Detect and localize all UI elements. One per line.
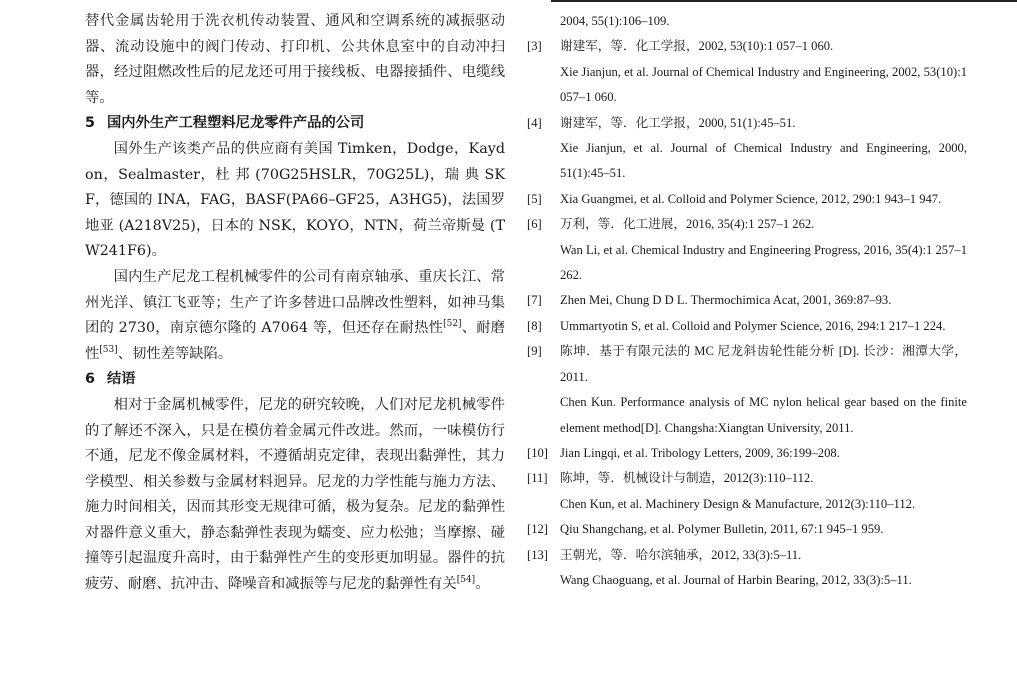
- reference-3: [527, 34, 967, 110]
- reference-number: [9]: [527, 344, 542, 359]
- reference-line: Jian Lingqi, et al. Tribology Letters, 2009, 36:199–208.: [560, 445, 840, 460]
- conclusion-paragraph: [85, 393, 505, 598]
- section-5-paragraph-domestic: [85, 265, 505, 367]
- reference-line: 2004, 55(1):106–109.: [560, 14, 670, 28]
- intro-paragraph: 替代金属齿轮用于洗衣机传动装置、通风和空调系统的减振驱动器、流动设施中的阀门传动、打印机、公共休息室中的自动冲扫器，经过阻燃改性后的尼龙还可用于接线板、电器接插件、电缆线等。: [85, 13, 505, 106]
- reference-number: [10]: [527, 445, 548, 460]
- reference-number: [13]: [527, 547, 548, 562]
- reference-6: [527, 212, 967, 288]
- reference-line: Ummartyotin S, et al. Colloid and Polymer Science, 2016, 294:1 217–1 224.: [560, 318, 946, 333]
- reference-line: 谢建军，等．化工学报，2000, 51(1):45–51.: [560, 115, 796, 130]
- reference-number: [5]: [527, 191, 542, 206]
- reference-line: 陈坤．基于有限元法的 MC 尼龙斜齿轮性能分析 [D]. 长沙：湘潭大学，2011.: [560, 344, 967, 384]
- reference-number: [3]: [527, 39, 542, 54]
- reference-line: Xia Guangmei, et al. Colloid and Polymer Science, 2012, 290:1 943–1 947.: [560, 191, 942, 206]
- reference-line: 陈坤，等．机械设计与制造，2012(3):110–112.: [560, 471, 814, 486]
- citation-52[interactable]: [52]: [443, 319, 462, 330]
- reference-line: Qiu Shangchang, et al. Polymer Bulletin, 2011, 67:1 945–1 959.: [560, 522, 884, 537]
- reference-line: Chen Kun. Performance analysis of MC nylon helical gear based on the finite element method[D]. Changsha:Xiangtan University, 2011.: [560, 395, 967, 435]
- section-6-heading: [85, 367, 505, 393]
- reference-number: [6]: [527, 217, 542, 232]
- reference-10: [527, 441, 967, 466]
- reference-line: Xie Jianjun, et al. Journal of Chemical Industry and Engineering, 2002, 53(10):1 057–1 060.: [560, 64, 967, 105]
- reference-4: [527, 111, 967, 187]
- reference-9: [527, 339, 967, 441]
- conclusion-end: 。: [475, 576, 490, 593]
- domestic-text-part1: 国内生产尼龙工程机械零件的公司有南京轴承、重庆长江、常州光洋、镇江飞亚等；生产了许多替进口品牌改性塑料，如神马集团的 2730，南京德尔隆的 A7064 等，但还存在耐热性: [85, 268, 505, 337]
- reference-number: [4]: [527, 115, 542, 130]
- reference-line: Wan Li, et al. Chemical Industry and Engineering Progress, 2016, 35(4):1 257–1 262.: [560, 242, 967, 283]
- reference-number: [12]: [527, 522, 548, 537]
- section-6-number: 6: [85, 371, 95, 388]
- section-6-title: 结语: [107, 371, 136, 388]
- reference-line: Xie Jianjun, et al. Journal of Chemical Industry and Engineering, 2000, 51(1):45–51.: [560, 141, 967, 181]
- reference-number: [8]: [527, 318, 542, 333]
- reference-line: 万利，等．化工进展，2016, 35(4):1 257–1 262.: [560, 217, 815, 232]
- section-5-title: 国内外生产工程塑料尼龙零件产品的公司: [107, 115, 365, 132]
- reference-number: [7]: [527, 293, 542, 308]
- reference-number: [11]: [527, 471, 548, 486]
- left-column: [85, 9, 505, 598]
- domestic-text-part2: 、耐磨性: [85, 320, 505, 362]
- reference-13: [527, 543, 967, 594]
- reference-line: 谢建军，等．化工学报，2002, 53(10):1 057–1 060.: [560, 39, 834, 54]
- reference-7: [527, 288, 967, 313]
- reference-line: 王朝光，等．哈尔滨轴承，2012, 33(3):5–11.: [560, 547, 802, 562]
- top-rule: [551, 0, 1017, 2]
- citation-54[interactable]: [54]: [456, 575, 476, 586]
- reference-11: [527, 466, 967, 517]
- section-5-number: 5: [85, 115, 95, 132]
- section-5-paragraph-foreign: 国外生产该类产品的供应商有美国 Timken，Dodge，Kaydon，Sealmaster，杜 邦 (70G25HSLR，70G25L)，瑞 典 SKF，德国的 INA，FAG，BASF(PA66–GF25，A3HG5)，法国罗地亚 (A218V25)，日本的 NSK，KOYO，NTN，荷兰帝斯曼 (TW241F6)。: [85, 140, 505, 260]
- reference-2-continued: [527, 9, 967, 34]
- references-column: [527, 9, 967, 593]
- reference-8: [527, 314, 967, 339]
- reference-5: [527, 187, 967, 212]
- reference-12: [527, 517, 967, 542]
- citation-53[interactable]: [53]: [99, 344, 118, 355]
- section-5-heading: [85, 111, 505, 137]
- domestic-text-part3: 、韧性差等缺陷。: [117, 345, 233, 362]
- reference-line: Wang Chaoguang, et al. Journal of Harbin Bearing, 2012, 33(3):5–11.: [560, 572, 912, 587]
- reference-line: Zhen Mei, Chung D D L. Thermochimica Acat, 2001, 369:87–93.: [560, 293, 892, 308]
- reference-line: Chen Kun, et al. Machinery Design & Manufacture, 2012(3):110–112.: [560, 496, 916, 511]
- conclusion-text: 相对于金属机械零件，尼龙的研究较晚，人们对尼龙机械零件的了解还不深入，只是在模仿着金属元件改进。然而，一味模仿行不通，尼龙不像金属材料，不遵循胡克定律，表现出黏弹性，其力学模型、相关参数与金属材料迥异。尼龙的力学性能与施力方法、施力时间相关，因而其形变无规律可循，极为复杂。尼龙的黏弹性对器件意义重大，静态黏弹性表现为蠕变、应力松弛；当摩擦、碰撞等引起温度升高时，由于黏弹性产生的变形更加明显。器件的抗疲劳、耐磨、抗冲击、降噪音和减振等与尼龙的黏弹性有关: [85, 396, 505, 593]
